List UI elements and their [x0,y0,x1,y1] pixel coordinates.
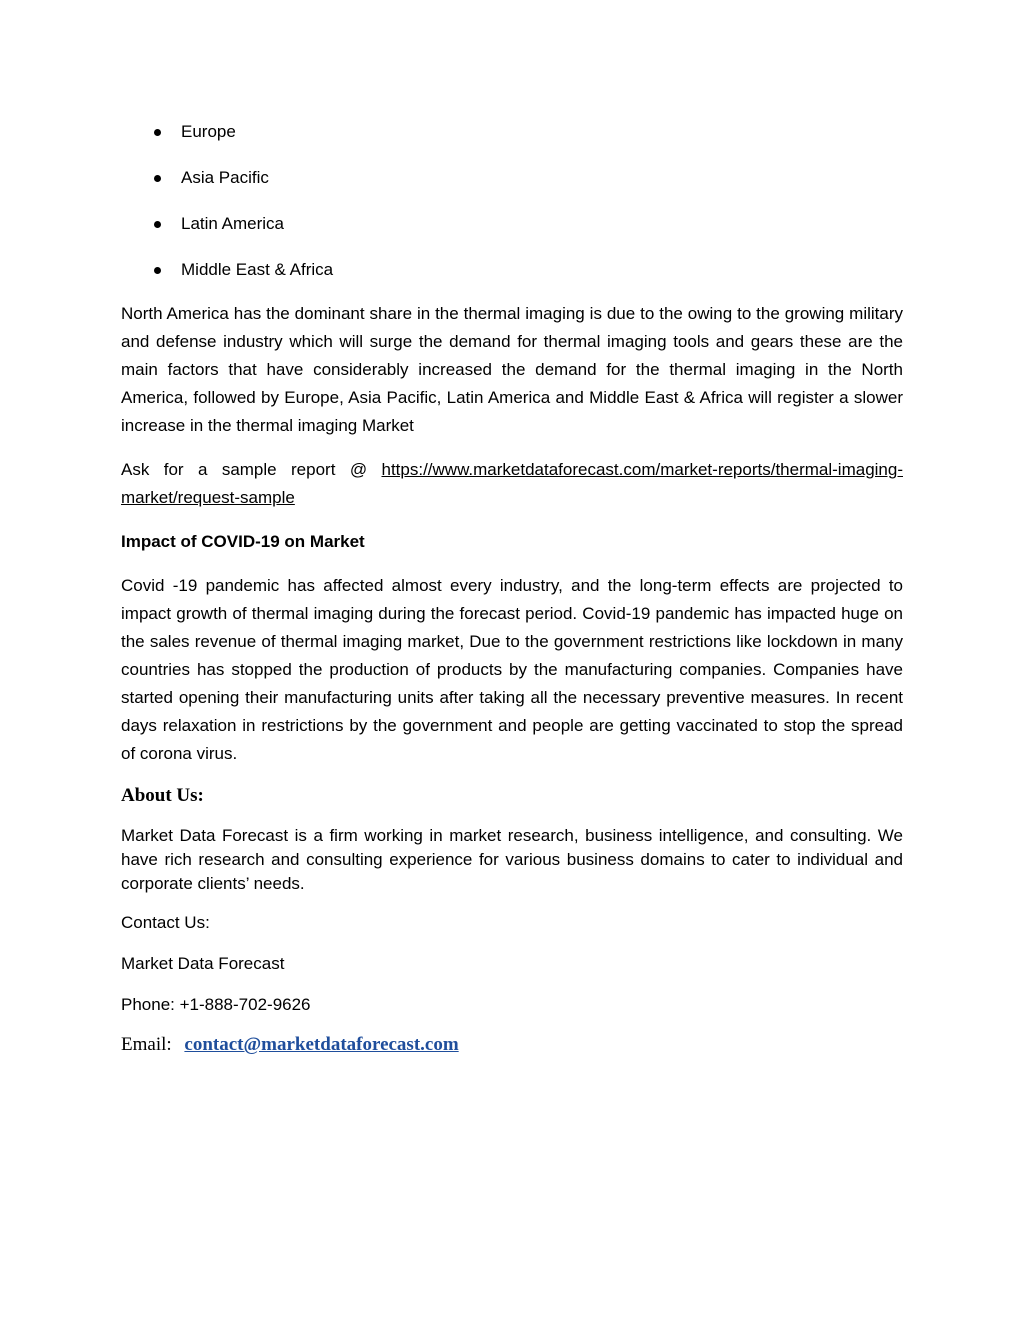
north-america-paragraph: North America has the dominant share in the thermal imaging is due to the owing to the growing military and defense industry which will surge the demand for thermal imaging tools and gears these are the main factors that have considerably increased the demand for the thermal imaging in the North America, followed by Europe, Asia Pacific, Latin America and Middle East & Africa will register a slower increase in the thermal imaging Market [121,304,903,435]
company-name: Market Data Forecast [121,954,285,973]
region-label: Middle East & Africa [181,260,334,279]
covid-paragraph: Covid -19 pandemic has affected almost every industry, and the long-term effects are projected to impact growth of thermal imaging during the forecast period. Covid-19 pandemic has impacted huge on the sales revenue of thermal imaging market, Due to the government restrictions like lockdown in many countries has stopped the production of products by the manufacturing companies. Companies have started opening their manufacturing units after taking all the necessary preventive measures. In recent days relaxation in restrictions by the government and people are getting vaccinated to stop the spread of corona virus. [121,576,903,763]
contact-label: Contact Us: [121,913,210,932]
list-item [121,256,903,284]
list-item [121,118,903,146]
sample-report-paragraph [121,456,903,512]
list-item [121,164,903,192]
phone-number: Phone: +1-888-702-9626 [121,995,311,1014]
about-paragraph: Market Data Forecast is a firm working in market research, business intelligence, and consulting. We have rich research and consulting experience for various business domains to cater to individual and corporate clients’ needs. [121,826,903,893]
bullet-icon [154,129,161,136]
covid-heading: Impact of COVID-19 on Market [121,532,365,551]
bullet-icon [154,267,161,274]
sample-report-link[interactable]: https://www.marketdataforecast.com/market-reports/thermal-imaging-market/request-sample [121,460,903,507]
list-item [121,210,903,238]
document-page [121,118,903,1059]
email-link[interactable]: contact@marketdataforecast.com [184,1034,459,1055]
region-list [121,118,903,284]
bullet-icon [154,175,161,182]
sample-report-label: Ask for a sample report @ [121,460,382,479]
region-label: Europe [181,122,236,141]
email-label: Email: [121,1034,172,1055]
region-label: Asia Pacific [181,168,269,187]
region-label: Latin America [181,214,284,233]
bullet-icon [154,221,161,228]
email-row [121,1031,903,1059]
about-heading: About Us: [121,785,204,806]
